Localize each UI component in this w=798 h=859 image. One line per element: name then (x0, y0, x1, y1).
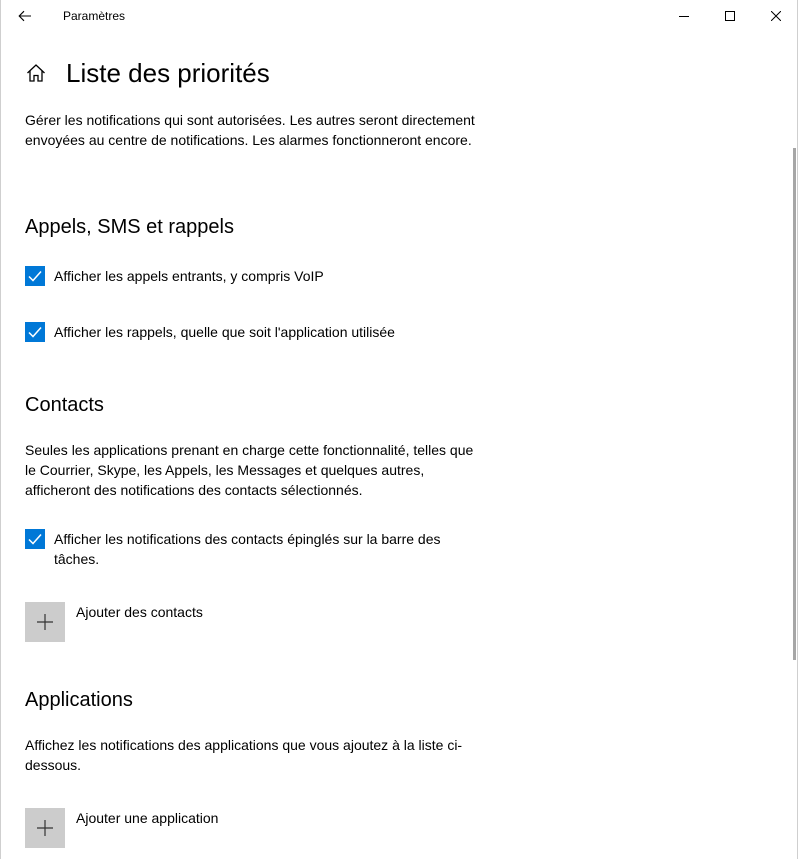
home-icon (25, 62, 47, 84)
checkmark-icon (28, 326, 42, 338)
checkbox[interactable] (25, 322, 45, 342)
checkmark-icon (28, 270, 42, 282)
title-bar (1, 0, 797, 32)
window-title: Paramètres (63, 9, 126, 23)
scrollbar[interactable] (793, 148, 796, 660)
checkbox[interactable] (25, 266, 45, 286)
contacts-section-title: Contacts (25, 394, 104, 416)
applications-description: Affichez les notifications des applications que vous ajoutez à la liste ci-dessous. (25, 737, 463, 773)
close-icon (771, 11, 781, 21)
plus-icon (37, 614, 53, 630)
add-application-tile[interactable] (25, 808, 65, 848)
back-button[interactable] (7, 2, 43, 30)
checkbox[interactable] (25, 529, 45, 549)
add-contacts-tile[interactable] (25, 602, 65, 642)
add-application-button[interactable] (25, 808, 325, 848)
page-description: Gérer les notifications qui sont autorisées. Les autres seront directement envoyées au centre de notifications. Les alarmes fonctionneront encore. (25, 112, 475, 148)
checkmark-icon (28, 533, 42, 545)
add-contacts-label[interactable]: Ajouter des contacts (76, 604, 203, 620)
page-title: Liste des priorités (66, 58, 270, 88)
add-contacts-button[interactable] (25, 602, 325, 642)
add-application-label[interactable]: Ajouter une application (76, 810, 219, 826)
plus-icon (37, 820, 53, 836)
back-arrow-icon (18, 10, 32, 22)
calls-section-title: Appels, SMS et rappels (25, 216, 234, 238)
contacts-description: Seules les applications prenant en charge cette fonctionnalité, telles que le Courrier, Skype, les Appels, les Messages et quelques autres, afficheront des notifications des contacts sélectionnés. (25, 442, 474, 498)
checkbox-label[interactable]: Afficher les notifications des contacts épinglés sur la barre des tâches. (54, 531, 441, 567)
applications-section-title: Applications (25, 689, 133, 711)
minimize-icon (679, 11, 689, 21)
close-button[interactable] (753, 0, 798, 32)
maximize-button[interactable] (707, 0, 753, 32)
home-button[interactable] (25, 62, 47, 84)
checkbox-label[interactable]: Afficher les rappels, quelle que soit l'application utilisée (54, 324, 395, 340)
minimize-button[interactable] (661, 0, 707, 32)
checkbox-label[interactable]: Afficher les appels entrants, y compris VoIP (54, 268, 324, 284)
maximize-icon (725, 11, 735, 21)
